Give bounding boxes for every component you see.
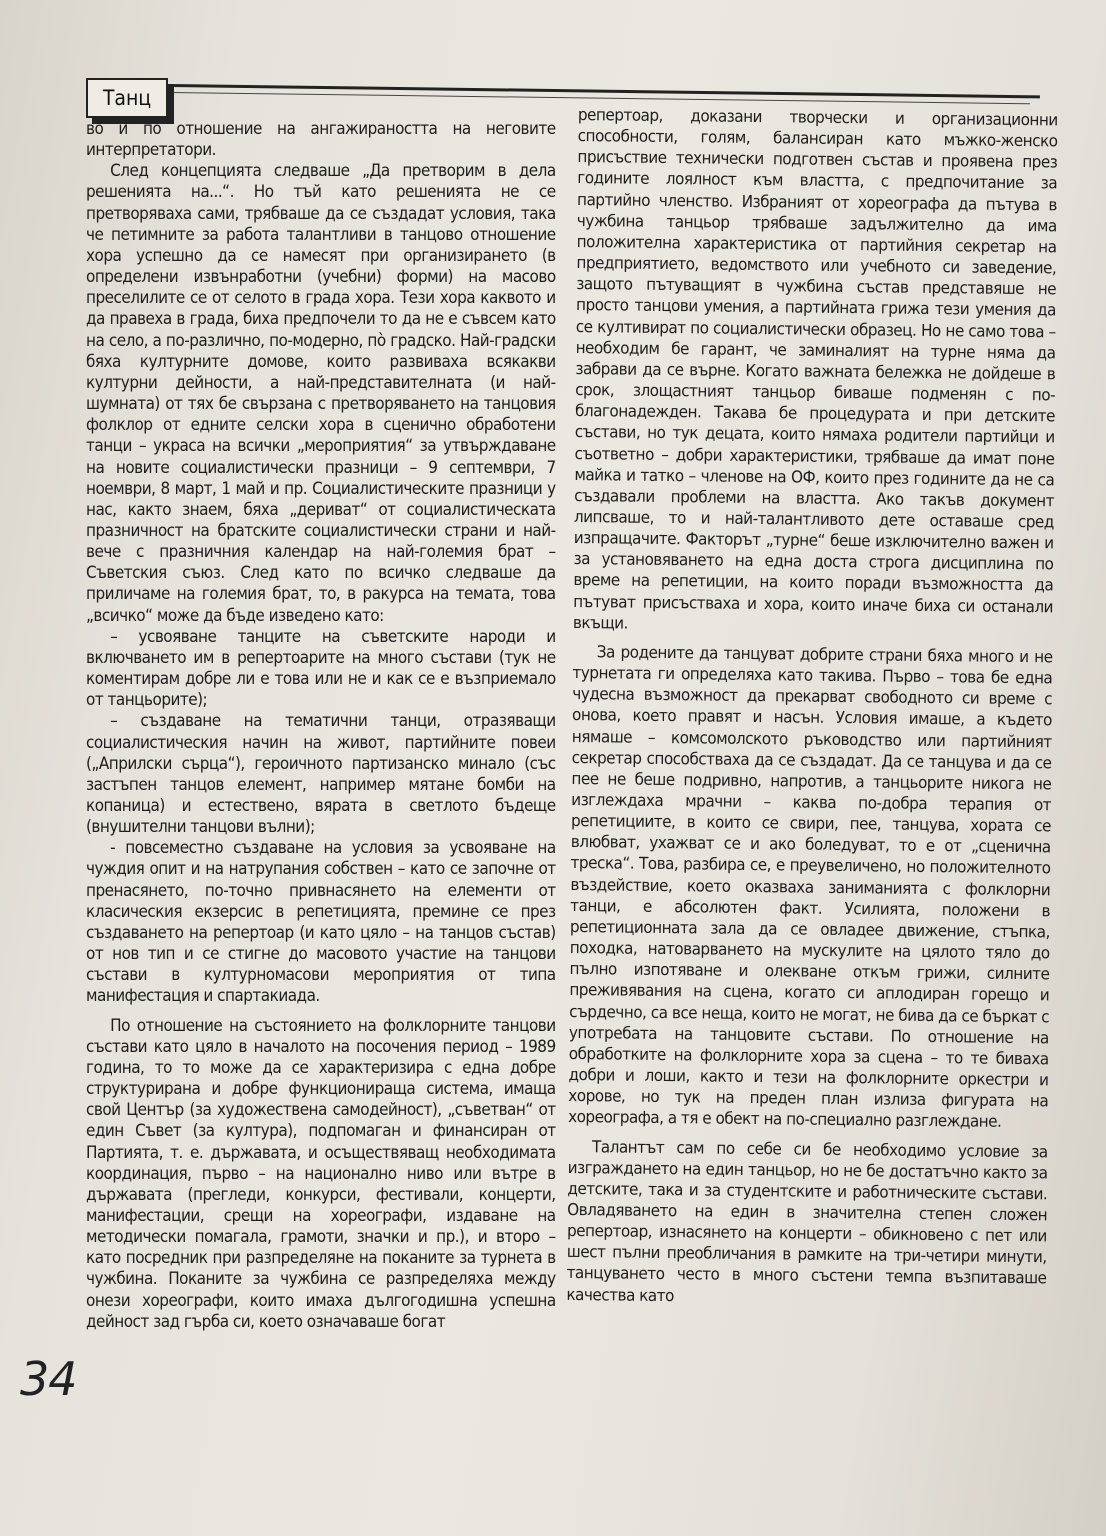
page-number: 34 (20, 1352, 77, 1406)
right-column (566, 104, 1058, 1310)
paragraph: По отношение на състоянието на фолклорните танцови състави като цяло в началото на посочения период – 1989 година, то то може да се характеризира с една добре структурирана и добре функционираща система, имаща свой Център (за художествена самодейност), „съветван“ от един Съвет (за култура), подпомаган и финансиран от Партията, т. е. държавата, и осъществяващ необходимата координация, първо – на национално ниво или вътре в държавата (прегледи, конкурси, фестивали, концерти, манифестации, срещи на хореографи, издаване на методически помагала, грамоти, значки и пр.), и второ – като посредник при разпределяне на поканите за турнета в чужбина. Поканите за чужбина се разпределяха между онези хореографи, които имаха дългогодишна успешна дейност зад гърба си, което означаваше богат (86, 1015, 556, 1331)
list-item: - повсеместно създаване на условия за усвояване на чуждия опит и на натрупания собствен – като се започне от пренасянето, по-точно привнасянето на елементи от класическия екзерсис в репетицията, премине се през създаването на репертоар (и като цяло – на танцов състав) от нов тип и се стигне до масовото участие на танцови състави в културномасови мероприятия от типа манифестация и спартакиада. (86, 838, 556, 1006)
paragraph: во и по отношение на ангажираността на неговите интерпретатори. (86, 119, 556, 160)
header-rule (170, 84, 1040, 98)
section-title: Танц (86, 78, 168, 118)
list-item: – създаване на тематични танци, отразяващи социалистическия начин на живот, партийните повеи („Априлски сърца“), героичното партизанско минало (със застъпен танцов елемент, например мятане бомби на копаница) и естествено, вярата в светлото бъдеще (внушителни танцови вълни); (86, 711, 556, 837)
paragraph: За родените да танцуват добрите страни бяха много и не турнетата ги определяха като такива. Първо – това бе една чудесна възможност да прекарват свободното си време с онова, което правят и насън. Условия имаше, а където нямаше – комсомолското ръководство или партийният секретар способстваха да се създадат. Да се танцува и да се пее не беше подривно, напротив, а танцьорите никога не изглеждаха мрачни – каква по-добра терапия от репетициите, в които се свири, пее, танцува, хората се влюбват, ухажват се и ако боледуват, то е от „сценична треска“. Това, разбира се, е преувеличено, но положителното въздействие, което оказваха заниманията с фолклорни танци, е абсолютен факт. Усилията, положени в репетиционната зала да се овладее движение, стъпка, походка, натоварването на мускулите на цялото тяло до пълно изпотяване и олекване откъм грижи, силните преживявания на сцена, когато си аплодиран горещо и сърдечно, са все неща, които не могат, не бива да се бъркат с употребата на танцовите състави. По отношение на обработките на фолклорните хора за сцена – то те биваха добри и лоши, както и тези на фолклорните оркестри и хорове, но тук на преден план излиза фигурата на хореографа, а тя е обект на по-специално разглеждане. (568, 642, 1053, 1132)
list-item: – усвояване танците на съветските народи и включването им в репертоарите на много състави (тук не коментирам добре ли е това или не и как се е възприемало от танцьорите); (86, 626, 556, 710)
left-column (86, 118, 556, 1332)
paragraph: След концепцията следваше „Да претворим в дела решенията на...“. Но тъй като решенията не се претворяваха сами, трябваше да се създадат условия, така че петимните за работа талантливи в танцово отношение хора успешно да се намесят при организирането (в определени извънработни (учебни) форми) на масово преселилите се от селото в града хора. Тези хора каквото и да правеха в града, биха предпочели то да не е съвсем като на село, а по-различно, по-модерно, пò градско. Най-градски бяха културните домове, които развиваха всякакви културни дейности, а най-представителната (и най-шумната) от тях бе свързана с претворяването на танцовия фолклор от едните селски хора в сценично обработени танци – украса на всички „мероприятия“ за утвърждаване на новите социалистически празници – 9 септември, 7 ноември, 8 март, 1 май и пр. Социалистическите празници у нас, както знаем, бяха „дериват“ от социалистическата празничност на братските социалистически страни и най-вече с празничния календар на най-големия брат – Съветския съюз. След като по всичко следваше да приличаме на големия брат, то, в ракурса на темата, това „всичко“ може да бъде изведено като: (86, 161, 556, 625)
paragraph: Талантът сам по себе си бе необходимо условие за изграждането на един танцьор, но не бе достатъчно както за детските, така и за студентските и работническите състави. Овладяването на един в значителна степен сложен репертоар, изнасянето на концерти – обикновено с пет или шест пълни преобличания в рамките на три-четири минути, танцуването често в много състени темпа възпитаваше качества като (566, 1136, 1048, 1305)
paragraph: репертоар, доказани творчески и организационни способности, голям, балансиран като мъжко-женско присъствие технически подготвен състав и проявена през годините лоялност към властта, с предпочитание за партийно членство. Избраният от хореографа да пътува в чужбина танцьор трябваше задължително да има положителна характеристика от партийния секретар на предприятието, ведомството или учебното си заведение, защото пътуващият в чужбина състав представяше не просто танцови умения, а партийната грижа тези умения да се култивират по социалистически образец. Но не само това – необходим бе гарант, че заминалият на турне няма да забрави да се върне. Когато важната бележка не дойдеше в срок, злощастният танцьор биваше подменян с по-благонадежден. Такава бе процедурата и при детските състави, но тук децата, които нямаха родители партийци и съответно – добри характеристики, трябваше да имат поне майка и татко – членове на ОФ, които през годините да не са създавали проблеми на властта. Ако такъв документ липсваше, то и най-талантливото дете оставаше сред изпращачите. Факторът „турне“ беше изключително важен и за установяването на една доста строга дисциплина по време на репетиции, на които поради възможността да пътуват присъстваха и хора, които иначе биха си останали вкъщи. (572, 104, 1058, 633)
